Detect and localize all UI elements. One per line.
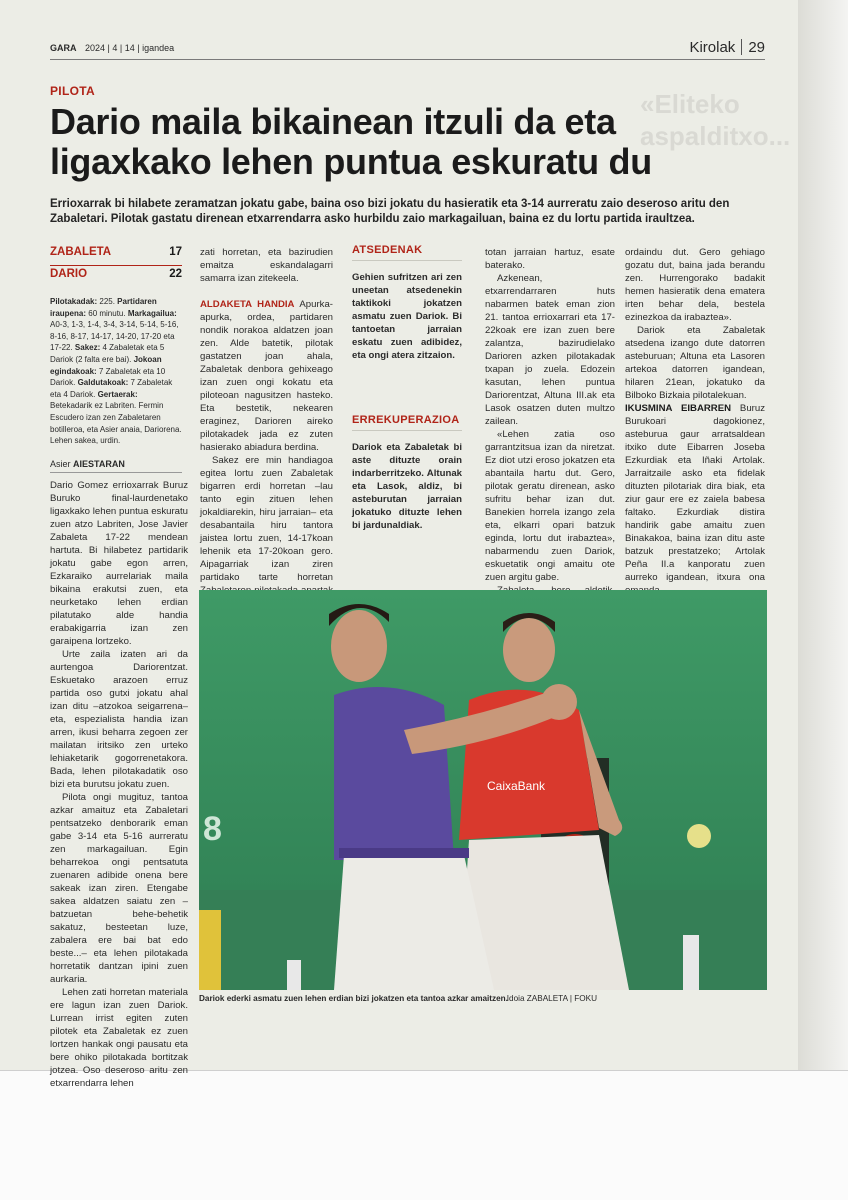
paragraph: ordaindu dut. Gero gehiago gozatu dut, baina jada berandu zen. Hurrengorako badakit hemen hasieratik dena ematera irten behar dela, bestela ezinezkoa da irabaztea». xyxy=(625,247,765,323)
box-title: ERREKUPERAZIOA xyxy=(352,414,462,431)
article-column-4 xyxy=(485,246,615,636)
score-row xyxy=(50,246,182,266)
caption-text: Dariok ederki asmatu zuen lehen erdian bizi jokatzen eta tantoa azkar amaitzen. xyxy=(199,994,508,1003)
yellow-marker xyxy=(199,910,221,990)
paragraph: «Lehen zatia oso garrantzitsua izan da niretzat. Ez diot utzi eroso jokatzen eta abantaila hartu dut. Gero, pilotak geratu direnean, asko sufritu behar izan dut. Banekien horrela izango zela eta, elkarri opari batzuk eginda, lortu dut irabaztea», nabarmendu zuen Dariok, eskuetatik ongi amaitu ote zuen argitu gabe. xyxy=(485,429,615,583)
paragraph: totan jarraian hartuz, esate baterako. xyxy=(485,247,615,271)
header-divider xyxy=(741,39,742,55)
score-row xyxy=(50,268,182,280)
subheading: IKUSMINA EIBARREN xyxy=(625,403,732,414)
paragraph: IKUSMINA EIBARREN Buruz Burukoari dagokionez, asteburua gaur arratsaldean itxiko dute Eibarren Joseba Ezkurdiak eta Iñaki Artolak. Jarraitzaile asko eta fidelak dituzten pilotariak dira biak, eta ziur gaur ere ez zaiela babesa faltako. Ezkurdiak distira handirik gabe amaitu zuen Binakakoa, baina izan ditu aste batzuk prestatzeko; Artolak Peña II.a kanporatu zuen aurreko igandean, itxura ona xyxy=(625,403,765,583)
byline xyxy=(50,459,182,473)
photo-illustration xyxy=(199,590,767,990)
page-number: 29 xyxy=(748,39,765,56)
article-column-2 xyxy=(200,246,333,623)
paragraph: ALDAKETA HANDIA Apurka-apurka, ordea, partidaren nondik norakoa aldatzen joan zen. Alde batetik, pilotak gastatzen joan ahala, Zabaletak denbora gehixeago izan zuen ongi kokatu eta piloteoan nagusitzen hasteko. Eta bestetik, nekearen eraginez, Darioren aireko pilotakadek jada ez zuten hasierako abiadura berdina. xyxy=(200,299,333,453)
headline: Dario maila bikainean itzuli da eta ligaxkako lehen puntua eskuratu du xyxy=(50,101,652,182)
subheading: ALDAKETA HANDIA xyxy=(200,299,295,310)
issue-date: 2024 | 4 | 14 | xyxy=(85,43,140,53)
svg-text:CaixaBank: CaixaBank xyxy=(487,779,546,793)
author-first-name: Asier xyxy=(50,459,71,469)
page-header xyxy=(50,38,765,60)
svg-text:8: 8 xyxy=(203,810,222,848)
box-text: Dariok eta Zabaletak bi aste dituzte orain indarberritzeko. Altunak eta Lasok, aldiz, bi asteburutan jarraian jokatuko dituzte lehen bi jardunaldiak. xyxy=(352,442,462,531)
box-title: ATSEDENAK xyxy=(352,244,462,261)
show-through-text: «Eliteko aspalditxo... xyxy=(640,89,791,151)
team-score: 17 xyxy=(169,246,182,258)
paragraph: Lehen zati horretan materiala ere lagun izan zuen Dariok. Lurrean irrist egiten zuten pilotek eta Zabaletak ez zuen lortzen hankak ongi pausatu eta bere ohiko pilotakada bortitzak jotzea. Oso deseroso aritu zen etxarrendarra lehen xyxy=(50,987,188,1089)
paragraph: Dario Gomez errioxarrak Buruz Buruko final-laurdenetako ligaxkako lehen puntua eskuratu zuen atzo Labriten, Jose Javier Zabaleta 17-22 mendean hartuta. Bi hilabetez partidarik jokatu gabe egon arren, Ezkaraiko aurrelariak maila bikaina erakutsi zuen, eta neurketako lehen erdian pilatutako alde handia erabakigarria izan zen garaipena lortzeko. xyxy=(50,480,188,647)
team-name: ZABALETA xyxy=(50,246,112,258)
paragraph: Dariok eta Zabaletak atsedena izango dute datorren asteburuan; Altuna eta Lasoren artekoa datorren igandean, hilaren 21ean, jokatuko da Bilboko Bizkaia pilotalekuan. xyxy=(625,325,765,401)
paper-name: GARA xyxy=(50,43,77,53)
section-name: Kirolak xyxy=(689,39,736,56)
paragraph: Pilota ongi mugituz, tantoa azkar amaituz eta Zabaletari pentsatzeko denborarik eman gabe 3-14 eta 5-16 aurreratu zen markagailuan. Egin beharrekoa ongi pentsatuta zuenaren adibide onena bere sakeak izan ziren. Etengabe sakea aldatzen saiatu zen –batzuetan behe-behetik sakatuz, besteetan luze, zabalera ere bai bat edo beste...– eta lehen pilotakada horretatik dantzan ipini zuen aurkaria. xyxy=(50,792,188,985)
photo-caption xyxy=(199,994,767,1003)
article-column-1 xyxy=(50,479,188,1090)
photo-credit: Idoia ZABALETA | FOKU xyxy=(506,994,597,1003)
paragraph: Urte zaila izaten ari da aurtengoa Dariorentzat. Eskuetako arazoen erruz partida oso gutxi jokatu ahal izan ditu –atzokoa seigarrena– eta, espezialista handia izan arren, ikusi beharra zegoen zer mailatan iritsiko zen urteko lehiaketarik gogorrenetakora. Bada, lehen pilotakadatik oso bizi eta burutsu jokatu zuen. xyxy=(50,649,188,790)
match-stats: Pilotakadak: 225. Partidaren iraupena: 60 minutu. Markagailua: A0-3, 1-3, 1-4, 3-4, 3-14, 5-14, 5-16, 8-16, 8-17, 14-17, 14-20, 17-20 eta 17-22. Sakez: 4 Zabaletak eta 5 Dariok (2 falta ere bai). Jokoan egindakoak: 7 Zabaletak eta 10 Dariok. Galdutakoak: 7 Zabaletak eta 4 Dariok. Gertaerak: Betekadarik ez Labriten. Fermin Escudero izan zen Zabaletaren botilleroa, eta Asier anaia, Dariorena. Lehen sakea, urdin. xyxy=(50,297,182,446)
standfirst: Errioxarrak bi hilabete zeramatzan jokatu gabe, baina oso bizi jokatu du hasieratik eta 3-14 aurreratu zaio deseroso aritu den Zabaletari. Pilotak gastatu direnean etxarrendarra asko hurbildu zaio markagailuan, baina ez du lortu partida iraultzea. xyxy=(50,198,730,225)
article-column-5 xyxy=(625,246,765,597)
team-score: 22 xyxy=(169,268,182,280)
page-edge xyxy=(798,0,848,1070)
section-kicker: PILOTA xyxy=(50,84,95,98)
box-text: Gehien sufritzen ari zen uneetan atsedenekin taktikoki jokatzen asmatu zuen Dariok. Bi tantoetan jarraian eskatu zuen adibidez, eta ongi atera zitzaion. xyxy=(352,272,462,361)
team-name: DARIO xyxy=(50,268,88,280)
author-last-name: AIESTARAN xyxy=(73,459,125,469)
paragraph: zati horretan, eta bazirudien emaitza eskandalagarri samarra izan zitekeela. xyxy=(200,247,333,284)
sidebar-boxes xyxy=(352,244,462,532)
paragraph: Sakez ere min handiagoa egitea lortu zuen Zabaletak bigarren erdi horretan –lau tanto egin zituen lehen jokaldiarekin, hiru jarraian– eta desabantaila hiru tantora jaistea lortu zuen, 14-17koan lehenik eta 17-20koan gero. Aipagarriak izan ziren partidako tarte horretan xyxy=(200,455,333,583)
pelota-ball xyxy=(687,824,711,848)
issue-weekday: igandea xyxy=(142,43,175,53)
paragraph: Azkenean, etxarrendarraren huts nabarmen batek eman zion 21. tantoa errioxarrari eta 17-22koak ere izan zuen bere zalantza, bazirudielako Darioren azken pilotakadak txapan jo zuela. Edozein kasutan, lehen puntua Dariorentzat, Altuna III.ak eta Lasok osatzen duten multzo zailean. xyxy=(485,273,615,427)
match-photo xyxy=(199,590,767,990)
